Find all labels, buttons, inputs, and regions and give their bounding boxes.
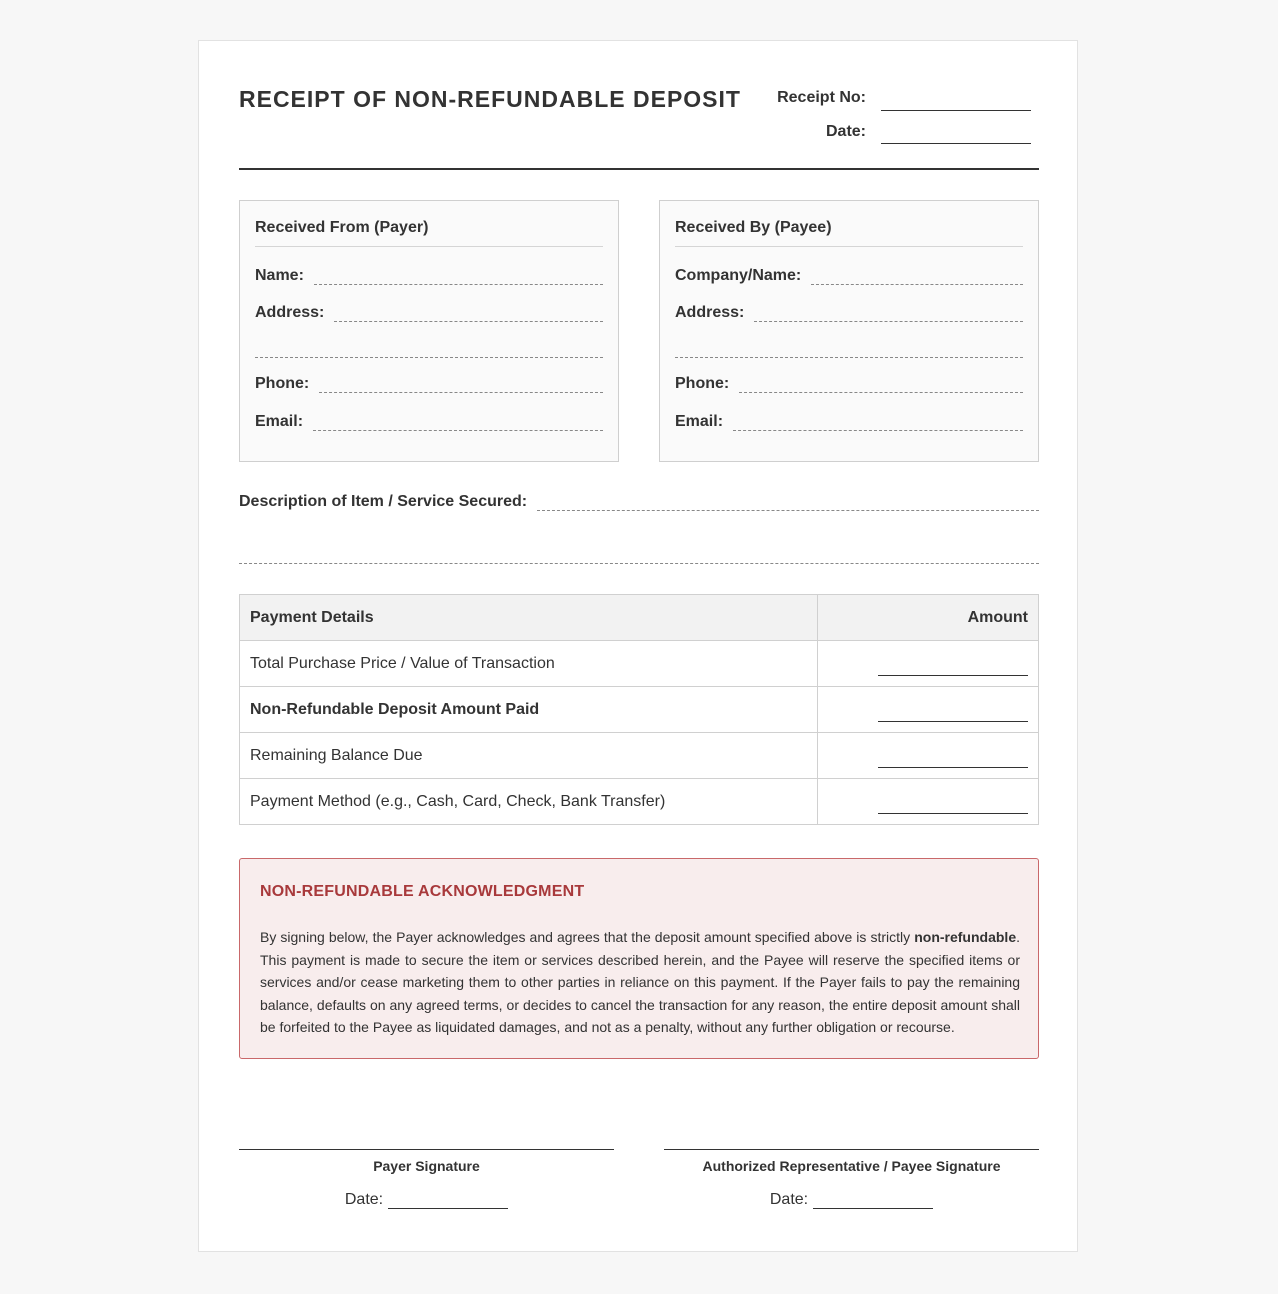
page-title: RECEIPT OF NON-REFUNDABLE DEPOSIT bbox=[239, 86, 741, 112]
payee-phone-field[interactable] bbox=[739, 380, 1023, 393]
payment-details-header: Payment Details bbox=[240, 595, 818, 641]
payer-name-row bbox=[255, 267, 603, 285]
amount-header: Amount bbox=[818, 595, 1039, 641]
row-amount-deposit-paid[interactable] bbox=[818, 687, 1039, 733]
amount-field[interactable] bbox=[878, 721, 1028, 722]
amount-field[interactable] bbox=[878, 675, 1028, 676]
row-label-payment-method: Payment Method (e.g., Cash, Card, Check, Bank Transfer) bbox=[240, 779, 818, 825]
payer-box bbox=[239, 200, 619, 462]
acknowledgment-box bbox=[239, 858, 1039, 1059]
payer-address-row bbox=[255, 304, 603, 322]
payee-name-field[interactable] bbox=[811, 272, 1023, 285]
receipt-no-field[interactable] bbox=[881, 110, 1031, 111]
receipt-page bbox=[198, 40, 1078, 1252]
acknowledgment-text bbox=[260, 926, 1020, 1039]
payer-date-row bbox=[239, 1190, 614, 1209]
payee-address-row bbox=[675, 304, 1023, 322]
amount-field[interactable] bbox=[878, 767, 1028, 768]
payee-name-label: Company/Name: bbox=[675, 267, 802, 284]
payee-signature-field[interactable] bbox=[664, 1149, 1039, 1150]
payer-address-field-line2[interactable] bbox=[255, 357, 603, 358]
header-divider bbox=[239, 168, 1039, 170]
payer-address-label: Address: bbox=[255, 304, 325, 321]
payer-email-field[interactable] bbox=[313, 418, 603, 431]
payee-address-label: Address: bbox=[675, 304, 745, 321]
payer-phone-field[interactable] bbox=[319, 380, 603, 393]
table-row bbox=[240, 641, 1039, 687]
payee-email-label: Email: bbox=[675, 413, 724, 430]
description-field-line2[interactable] bbox=[239, 563, 1039, 564]
table-row bbox=[240, 779, 1039, 825]
payment-table bbox=[239, 594, 1039, 825]
payment-table-header bbox=[240, 595, 1039, 641]
receipt-date-label: Date: bbox=[825, 123, 866, 140]
payer-date-field[interactable] bbox=[388, 1190, 508, 1209]
row-label-total-price: Total Purchase Price / Value of Transaction bbox=[240, 641, 818, 687]
payer-signature-field[interactable] bbox=[239, 1149, 614, 1150]
payee-box bbox=[659, 200, 1039, 462]
row-label-deposit-paid: Non-Refundable Deposit Amount Paid bbox=[240, 687, 818, 733]
acknowledgment-text-part2: . This payment is made to secure the item or services described herein, and the Payee will reserve the specified items or services and/or cease marketing them to other parties in reliance on this payment. If the Payer fails to pay the remaining balance, defaults on any agreed terms, or decides to cancel the transaction for any reason, the entire deposit amount shall be forfeited to the Payee as liquidated damages, and not as a penalty, without any further obligation or recourse. bbox=[260, 929, 1020, 1035]
table-row bbox=[240, 687, 1039, 733]
acknowledgment-title: NON-REFUNDABLE ACKNOWLEDGMENT bbox=[260, 883, 585, 900]
payee-box-title: Received By (Payee) bbox=[675, 219, 1023, 247]
description-field[interactable] bbox=[537, 498, 1039, 511]
row-amount-total-price[interactable] bbox=[818, 641, 1039, 687]
payer-box-title: Received From (Payer) bbox=[255, 219, 603, 247]
acknowledgment-text-bold: non-refundable bbox=[914, 929, 1017, 945]
receipt-no-label: Receipt No: bbox=[777, 89, 866, 106]
payee-signature-label: Authorized Representative / Payee Signature bbox=[702, 1158, 1001, 1174]
acknowledgment-text-part1: By signing below, the Payer acknowledges and agrees that the deposit amount specified above is strictly bbox=[260, 929, 915, 945]
payee-phone-label: Phone: bbox=[675, 375, 730, 392]
payer-phone-label: Phone: bbox=[255, 375, 310, 392]
payee-date-field[interactable] bbox=[813, 1190, 933, 1209]
amount-field[interactable] bbox=[878, 813, 1028, 814]
table-row bbox=[240, 733, 1039, 779]
row-label-balance-due: Remaining Balance Due bbox=[240, 733, 818, 779]
payee-name-row bbox=[675, 267, 1023, 285]
row-amount-balance-due[interactable] bbox=[818, 733, 1039, 779]
description-row bbox=[239, 493, 1039, 511]
payee-address-field-line2[interactable] bbox=[675, 357, 1023, 358]
payer-address-field[interactable] bbox=[334, 309, 603, 322]
payer-name-label: Name: bbox=[255, 267, 304, 284]
payee-date-label: Date: bbox=[769, 1191, 809, 1208]
payee-email-row bbox=[675, 413, 1023, 431]
payer-signature-label: Payer Signature bbox=[373, 1158, 480, 1174]
payer-phone-row bbox=[255, 375, 603, 393]
payee-phone-row bbox=[675, 375, 1023, 393]
payee-email-field[interactable] bbox=[733, 418, 1023, 431]
row-amount-payment-method[interactable] bbox=[818, 779, 1039, 825]
payer-email-row bbox=[255, 413, 603, 431]
payer-email-label: Email: bbox=[255, 413, 304, 430]
payee-address-field[interactable] bbox=[754, 309, 1023, 322]
payer-name-field[interactable] bbox=[314, 272, 603, 285]
payee-date-row bbox=[664, 1190, 1039, 1209]
payer-date-label: Date: bbox=[344, 1191, 384, 1208]
description-label: Description of Item / Service Secured: bbox=[239, 493, 528, 510]
receipt-date-field[interactable] bbox=[881, 143, 1031, 144]
